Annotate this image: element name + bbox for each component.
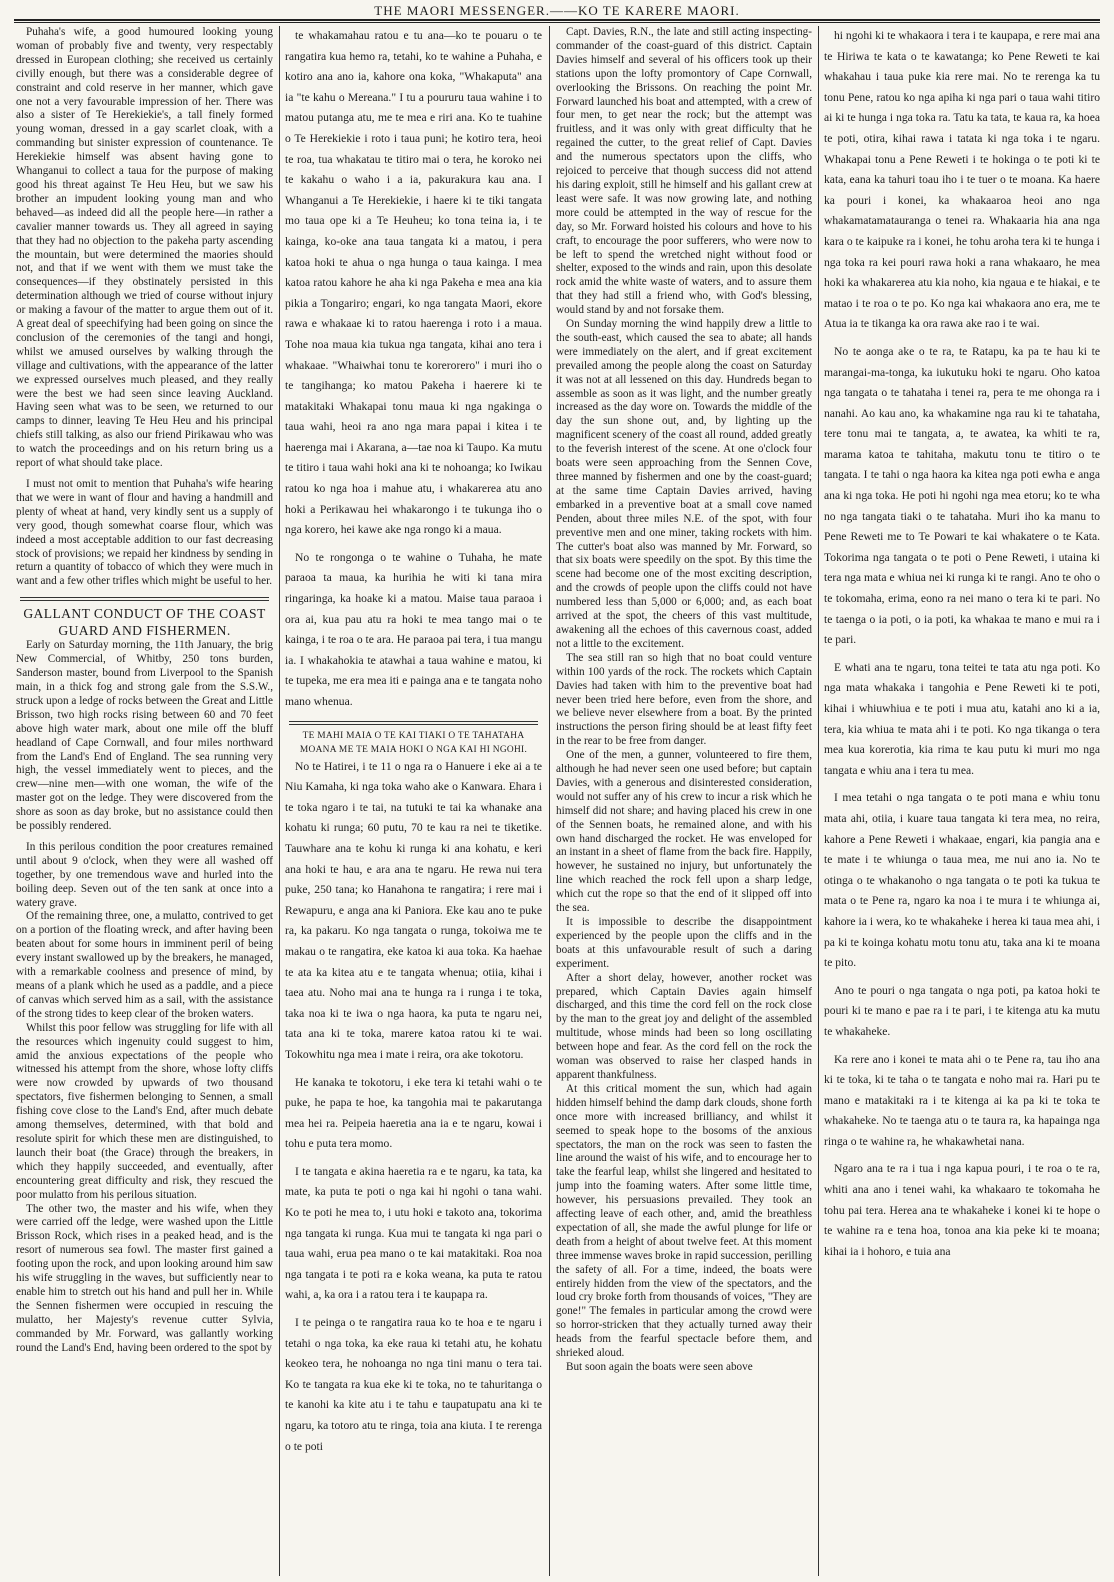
paragraph: Early on Saturday morning, the 11th January, the brig New Commercial, of Whitby, 250 tons burden, Sanderson master, bound from Liverpool to the Spanish main, in a thick fog and strong gale from the S.S.W., struck upon a ledge of rocks between the Great and Little Brisson, two high rocks rising between 60 and 70 feet above high water mark, about one mile off the bluff headland of Cape Cornwall, and four miles northward from the Land's End of England. The sea running very high, the vessel immediately went to pieces, and the crew—nine men—with one woman, the wife of the master got on the ledge. They were discovered from the shore as soon as day broke, but no assistance could then be possibly rendered. — [16, 639, 273, 833]
column-english-1 — [16, 26, 273, 1576]
masthead-rule-thin — [14, 22, 1100, 23]
paragraph: At this critical moment the sun, which had again hidden himself behind the damp dark clouds, shone forth once more with increased brilliancy, and whilst it seemed to speak hope to the bosoms of the anxious spectators, the man on the rock was seen to fasten the line around the waist of his wife, and to encourage her to take the fearful leap, whilst she lingered and hesitated to jump into the foaming waters. After some little time, however, his persuasions prevailed. They took an affecting leave of each other, and, amid the breathless expectation of all, she made the awful plunge for life or death from a height of about twelve feet. At this moment three immense waves broke in rapid succession, perilling the safety of all. For a time, indeed, the boats were entirely hidden from the view of the spectators, and the loud cry broke forth from thousands of voices, "They are gone!" The females in particular among the crowd were so horror-stricken that they actually turned away their heads from the fearful spectacle before them, and shrieked aloud. — [556, 1082, 812, 1360]
paragraph: Puhaha's wife, a good humoured looking young woman of probably five and twenty, very respectably dressed in European clothing; she received us certainly civilly enough, but there was a considerable degree of constraint and cold reserve in her manner, which gave one not a very favourable impression of her. There was also a sister of Te Herekiekie's, a tall finely formed young woman, dressed in a gay scarlet cloak, with a commanding but sinister expression of countenance. Te Herekiekie himself was absent having gone to Whanganui to collect a taua for the purpose of making good his threat against Te Heu Heu, but we saw his brother an impudent looking young man and who behaved—as indeed did all the people here—in rather a cavalier manner towards us. They all agreed in saying that they had no objection to the pakeha party ascending the mountain, but were determined the maories should not, and that if we went with them we must take the consequences—if they obstinately persisted in this determination although we tried of course without injury or making a favour of the matter to argue them out of it. A great deal of speechifying had been going on since the conclusion of the ceremonies of the tangi and hongi, whilst we amused ourselves by walking through the village and cultivations, with the appearance of the latter we expressed ourselves much pleased, and they really were the best we had seen since leaving Auckland. Having seen what was to be seen, we returned to our camps to dinner, leaving Te Heu Heu and his principal chiefs still talking, as also our friend Pirikawau who was to watch the proceedings and on his return bring us a report of what should take place. — [16, 26, 273, 470]
masthead-rule — [14, 19, 1100, 21]
section-rule — [289, 721, 538, 722]
paragraph: But soon again the boats were seen above — [566, 1361, 753, 1373]
paragraph: No te Hatirei, i te 11 o nga ra o Hanuere i eke ai a te Niu Kamaha, ki nga toka waho ake o Kanwara. Ehara i te toka ngaro i te tai, na tutuki te tai ka whanake ana kohatu ki runga; 60 putu, 70 te kau ra nei te tiketike. Tauwhare ana te kohu ki runga ki ana kohatu, e keri ana hoki te hau, e ara ana te ngaru. He rewa nui tera puke, 250 tana; ko Hanahona te rangatira; i rere mai i Rewapuru, e anga ana ki Paniora. Eke kau ano te puke ra, ka pakaru. Ko nga tangata o runga, tokoiwa me te makau o te rangatira, eke katoa ki aua toka. Ka haehae te ata ka kitea atu e te tangata whenua; otiia, kihai i taea atu. Noho mai ana te hunga ra i runga i te toka, taka noa ki te iwa o nga haora, ka puta te ngaru nei, tata ana ki te toka, marere katoa ratou ki te wai. Tokowhitu nga mea i mate i reira, ora ake tokotoru. — [285, 759, 542, 1061]
paragraph: One of the men, a gunner, volunteered to fire them, although he had never seen one used before; but captain Davies, with a generous and disinterested consideration, would not suffer any of his crew to incur a risk which he himself did not share; and having placed his crew in one of the Sennen boats, he remained alone, and with his own hand discharged the rocket. He was enveloped for an instant in a sheet of flame from the back fire. Happily, however, he sustained no injury, but unfortunately the line which reached the rock fell upon a sharp ledge, which cut the rope so that the end of it slipped off into the sea. — [556, 749, 812, 915]
paragraph: Of the remaining three, one, a mulatto, contrived to get on a portion of the floating wreck, and after having been beaten about for some hours in imminent peril of being every instant swallowed up by the breakers, he managed, with a remarkable coolness and presence of mind, by means of a plank which he used as a paddle, and a piece of canvas which served him as a sail, with the assistance of the strong tides to keep clear of the broken waters. — [16, 910, 273, 1020]
article-headline: GALLANT CONDUCT OF THE COAST GUARD AND FISHERMEN. — [23, 606, 266, 639]
column-english-2 — [556, 26, 812, 1576]
paragraph: Ngaro ana te ra i tua i nga kapua pouri, i te roa o te ra, whiti ana ano i tenei wahi, ka whakaaro te tokomaha he tohu pai tera. Herea ana te whakaheke i konei ki te hope o te wahine ra e tena hoa, tonoa ana kia peke ki te moana; kihai ia i hohoro, e tuia ana — [824, 1162, 1100, 1258]
column-divider — [818, 26, 819, 1576]
article-headline-maori: TE MAHI MAIA O TE KAI TIAKI O TE TAHATAHA MOANA ME TE MAIA HOKI O NGA KAI HI NGOHI. — [299, 730, 528, 755]
paragraph: The other two, the master and his wife, when they were carried off the ledge, were washed upon the Little Brisson Rock, which rises in a peaked head, and is the resort of numerous sea fowl. The master first gained a footing upon the rock, and upon looking around him saw his wife struggling in the waves, but sufficiently near to enable him to stretch out his hand and pull her in. While the Sennen fishermen were occupied in rescuing the mulatto, her Majesty's revenue cutter Sylvia, commanded by Mr. Forward, was gallantly working round the Land's End, having been ordered to the spot by — [16, 1202, 273, 1354]
paragraph: te whakamahau ratou e tu ana—ko te pouaru o te rangatira kua hemo ra, tetahi, ko te wahine a Puhaha, e kotiro ana ano ia, kahore ona koka, "Whakaputa" ana ia "te kahu o Mereana." I tu a poururu taua wahine i to matou putanga atu, me te mea e riri ana. Ko te tuahine o Te Herekiekie i roto i taua puni; he kotiro tera, heoi te roa, tua whakatau te titiro mai o tera, he koroko nei te kakahu o waho i a ia, pakurakura kau ana. I Whanganui a Te Herekiekie, i haere ki te tiki tangata mo taua ope ki a Te Heuheu; ko tona teina ia, i te kainga, ko-oke ana taua tangata ki a matou, i pera katoa hoki te ahua o nga hunga o taua kainga. I mea katoa ratou kahore he aha ki nga Pakeha e mea ana kia pikia a Tongariro; engari, ko nga tangata Maori, ekore rawa e whakaae ki to ratou haerenga i roto i a maua. Tohe noa maua kia tukua nga tangata, kihai ano tera i whakaae. "Whaiwhai tonu te korerorero" i muri iho o te tangihanga; ko matou Pakeha i haerere ki te matakitaki Whakapai tonu maua ki nga ngakinga o taua wahi, heoi ra ano nga mara papai i kitea i te haerenga mai i Akarana, a—tae noa ki Taupo. Ka mutu te titiro i taua wahi hoki ana ki te nohoanga; ko Iwikau ratou ko nga hoa i mahue atu, i whakarerea atu ano hoki a Perikawau hei whakarongo i te tukunga iho o nga korero, hei kawe ake nga rongo ki a maua. — [285, 29, 542, 537]
paragraph: No te aonga ake o te ra, te Ratapu, ka pa te hau ki te marangai-ma-tonga, ka iukutuku hoki te ngaru. Oho katoa nga tangata o te tahataha i tenei ra, pera te me ohonga ra i nanahi. Ao kau ano, ka whakaminе nga rau ki te tahataha, tere tonu mai te tangata, a, te awatea, ka whiti te ra, marama katoa te tahitaha, makutu tonu te titiro o te tangata. I te tahi o nga haora ka kitea nga poti ewha e anga ana ki nga toka. He poti hi ngohi nga mea etoru; ko te wha no nga tangata tiaki o te tahataha. Muri iho ka manu to Pene Reweti me to Te Powari te kai whakatere o te Kata. Tokorima nga tangata o te poti o Pene Reweti, i utaina ki tera nga mata e whiua nei ki runga ki te rangi. Ano te oho o te tokomaha, erima, eono ra nei mano o tera ki te pari. No te taenga o ia poti, o ia poti, ka whakaa te mano e mui ra i te pari. — [824, 344, 1100, 647]
paragraph: It is impossible to describe the disappointment experienced by the people upon the cliffs and in the boats at this unfavourable result of such a daring experiment. — [556, 916, 812, 970]
column-divider — [549, 26, 550, 1576]
paragraph: No te rongonga o te wahine o Tuhaha, he mate paraoa ta maua, ka hurihia he witi ki tana mira ringaringa, ka hoake ki a matou. Maise taua paraoa i ora ai, kua pau atu ra hoki te mea tango mai o te kainga, i te roa o te ara. He paraoa pai tera, i tua mangu ia. I whakahokia te atawhai a taua wahine e matou, ki te tupeka, me era mea iti e painga ana e te tangata noho mano whenua. — [285, 550, 542, 708]
column-divider — [279, 26, 280, 1576]
paragraph: I must not omit to mention that Puhaha's wife hearing that we were in want of flour and having a handmill and plenty of wheat at hand, very kindly sent us a supply of very good, though somewhat coarse flour, which was indeed a most acceptable addition to our fast decreasing stock of provisions; we repaid her kindness by sending in return a quantity of tobacco of which they were much in want and a few other trifles which might be useful to her. — [16, 478, 273, 588]
paragraph: The sea still ran so high that no boat could venture within 100 yards of the rock. The rockets which Captain Davies had taken with him to the preventive boat had never been tried here before, even from the shore, and we believe never elsewhere from a boat. By the printed instructions the person firing should be at least fifty feet in the rear to be free from danger. — [556, 651, 812, 748]
column-maori-1 — [285, 26, 542, 1576]
paragraph: Capt. Davies, R.N., the late and still acting inspecting-commander of the coast-guard of this district. Captain Davies himself and several of his officers took up their stations upon the lofty promontory of Cape Cornwall, overlooking the Brissons. On reaching the point Mr. Forward launched his boat and attempted, with a crew of four men, to get near the rock; but the attempt was fruitless, and it was only with great difficulty that he regained the cutter, to the great relief of Capt. Davies and the numerous spectators upon the cliffs, who rejoiced to perceive that though success did not attend his daring exploit, still he himself and his gallant crew at least were safe. It was now growing late, and nothing more could be attempted in the way of rescue for the day, so Mr. Forward hoisted his colours and hove to his craft, to encourage the poor sufferers, who were now to be left to spend the wretched night without food or shelter, exposed to the winds and rain, upon this desolate rock amid the white waste of waters, and to assure them that they had still a friend who, with God's blessing, would stand by and not forsake them. — [556, 26, 812, 317]
paragraph: He kanaka te tokotoru, i eke tera ki tetahi wahi o te puke, he papa te hoe, ka tangohia mai te pakarutanga mea hei ra. Peipeia haeretia ana ia e te ngaru, kowai i tohu e puta tera momo. — [285, 1075, 542, 1151]
paragraph: Ka rere ano i konei te mata ahi o te Pene ra, tau iho ana ki te toka, ki te taha o te tangata e noho mai ra. Hari pu te mano e matakitaki ra i te kitenga ai ka pa ki te toka te whakaheke. No te taenga atu o te taura ra, ka hapainga nga ringa o te wahine ra, he whakawhetai nana. — [824, 1052, 1100, 1148]
paragraph: In this perilous condition the poor creatures remained until about 9 o'clock, when they were all washed off together, by one tremendous wave and hurled into the boiling deep. Seven out of the ten sank at once into a watery grave. — [16, 840, 273, 909]
paragraph: E whati ana te ngaru, tona teitei te tata atu nga poti. Ko nga mata whakaka i tangohia e Pene Reweti ki te poti, kihai i whiuwhiua e te poti i mua atu, katahi ano ki a ia, tera, kia whiua te mata ahi i te poti. Ko nga tikanga o tera mea kua korerotia, kia rima te kau putu ki muri mo nga tangata e whiu ana i tera tu mea. — [824, 660, 1100, 777]
paragraph: hi ngohi ki te whakaora i tera i te kaupapa, e rere mai ana te Hiriwa te kata o te kawatanga; ko Pene Reweti te kai whakahau i taua puke kia rere mai. No te rerenga ka tu tonu Pene, ratou ko nga apiha ki nga pari o taua wahi titiro ai ki te hunga i nga toka ra. Tatu ka tata, te kaua ra, ka hoea te poti, otira, kihai rawa i tatata ki nga toka i te ngaru. Whakapai tonu a Pene Reweti i te hokinga o te poti ki te kata, eana ka tahuri toau iho i te tuer o te moana. Ka haere ka pouri i konei, ka whakaaroa heoi ano nga whakamatamatauranga o tenei ra. Whakaaria hia ana nga kara o te kaipuke ra i konei, he tohu aroha tera ki te hunga i nga toka ra kei pouri rawa hoki a rana whakaaro, he mea hoki ka whakarerea atu kia noho, kia ngaua e te hiakai, e te matao i te roa o te po. Ko nga kai whakaora ano era, me te Atua ia te tikanga ka ora rawa ake rao i te wai. — [824, 29, 1100, 331]
column-maori-2 — [824, 26, 1100, 1576]
paragraph: I te peinga o te rangatira raua ko te hoa e te ngaru i tetahi o nga toka, ka eke raua ki tetahi atu, he kohatu keokeo tera, he nohoanga no nga tini manu o tera tai. Ko te tangata ra kua eke ki te toka, no te tahuritanga o te kanohi ka kite atu i te tahu e taupatupatu ana ki te ngaru, ka totoro atu te ringa, toia ana kiuta. I te rerenga o te poti — [285, 1316, 542, 1453]
paragraph: I te tangata e akina haeretia ra e te ngaru, ka tata, ka mate, ka puta te poti o nga kai hi ngohi o tana wahi. Ko te poti he mea to, i utu hoki e takoto ana, tokorima nga tangata ki runga. Kua mui te tangata ki nga pari o taua wahi, erua pea mano o te kai matakitaki. Roa noa nga tangata i te poti ra e koka weana, ka puta te ratou wahi, a, ka ora i a ratou tera i te kaupapa ra. — [285, 1164, 542, 1302]
paragraph: On Sunday morning the wind happily drew a little to the south-east, which caused the sea to abate; all hands were immediately on the alert, and if great excitement prevailed among the people along the coast on Saturday it was not at all lessened on this day. Hundreds began to assemble as soon as it was light, and the number greatly increased as the day wore on. Towards the middle of the day the sun shone out, and, by lighting up the magnificent scenery of the coast all round, added greatly to the feverish interest of the scene. At one o'clock four boats were seen approaching from the Sennen Cove, three manned by fishermen and one by the coast-guard; at the same time Captain Davies arrived, having embarked in a preventive boat at a small cove named Penden, about three miles N.E. of the spot, with four preventive men and one miner, taking rockets with him. The cutter's boat also was manned by Mr. Forward, so that six boats were speedily on the spot. By this time the scene had become one of the most exciting description, and the crowds of people upon the cliffs could not have numbered less than 5,000 or 6,000; and, as each boat arrived at the spot, the cheers of this vast multitude, awakening all the echoes of this cavernous coast, added not a little to the excitement. — [556, 318, 812, 650]
masthead: THE MAORI MESSENGER.——KO TE KARERE MAORI. — [374, 3, 740, 18]
section-rule — [20, 600, 269, 601]
paragraph: After a short delay, however, another rocket was prepared, which Captain Davies again himself discharged, and this time the cord fell on the rock close by the man to the great joy and delight of the assembled multitude, whose minds had been so long oscillating between hope and fear. As the cord fell on the rock the woman was observed to raise her clasped hands in apparent thankfulness. — [556, 971, 812, 1081]
paragraph: I mea tetahi o nga tangata o te poti mana e whiu tonu mata ahi, otiia, i kuare taua tangata ki tera mea, no reira, kahore a Pene Reweti i whakaae, engari, kia pangia ana e te mate i te whiunga o taua mea, me nui ano ia. No te otinga o te whakanoho o nga tangata o te poti ka tukua te mata o te Pene ra, ngaro ka noa i te mura i te whiunga ai, kahore ia i wera, ko te whakaheke i herea ki taua mea ahi, i pa ki te koinga kohatu motu tonu atu, taka ana ki te moana te pito. — [824, 791, 1100, 970]
section-rule — [20, 597, 269, 598]
paragraph: Ano te pouri o nga tangata o nga poti, pa katoa hoki te pouri ki te mano e pae ra i te pari, i te kitenga atu ka mutu te whakaheke. — [824, 983, 1100, 1038]
paragraph: Whilst this poor fellow was struggling for life with all the resources which ingenuity could suggest to him, amid the anxious expectations of the people who witnessed his attempt from the shore, whose lofty cliffs were now crowded by upwards of two thousand spectators, five fishermen belonging to Sennen, a small fishing cove close to the Land's End, after much debate among themselves, determined, with that bold and resolute spirit for which these men are distinguished, to launch their boat (the Grace) through the breakers, in which they happily succeeded, and eventually, after encountering great difficulty and risk, they rescued the poor mulatto from his perilous situation. — [16, 1021, 273, 1201]
section-rule — [289, 724, 538, 725]
